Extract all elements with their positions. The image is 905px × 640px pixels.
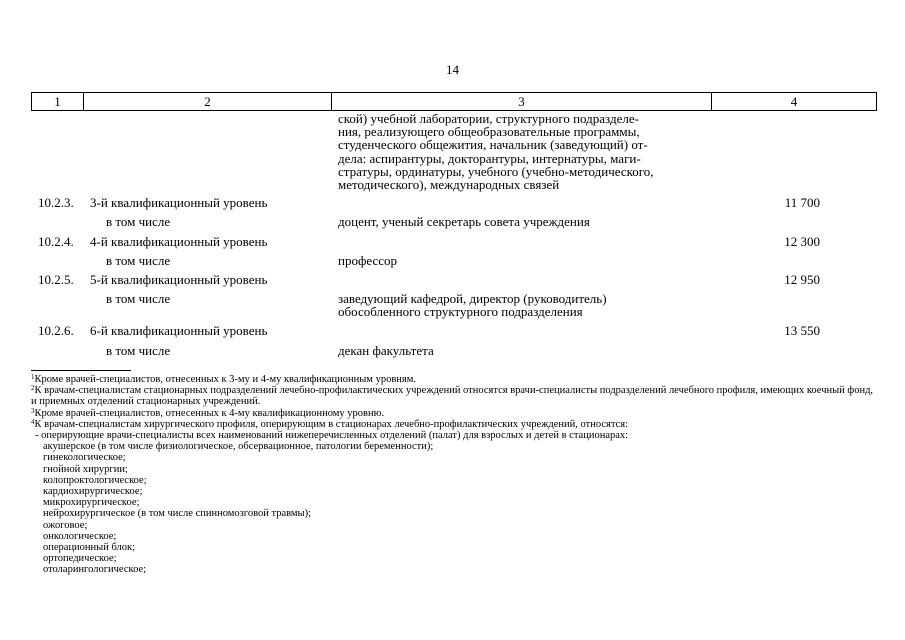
header-col-4: 4 [712, 93, 877, 111]
header-col-2: 2 [84, 93, 332, 111]
header-col-3: 3 [332, 93, 712, 111]
row-salary: 13 550 [784, 323, 820, 338]
footnote-4-list-item: нейрохирургическое (в том числе спинномозговой травмы); [43, 508, 311, 520]
row-code: 10.2.5. [38, 272, 74, 287]
footnote-number: 2 [31, 384, 35, 393]
row-salary: 11 700 [784, 195, 820, 210]
row-level-name: 3-й квалификационный уровень [90, 195, 268, 210]
footnote-text: К врачам-специалистам хирургического профиля, оперирующим в стационарах лечебно-профилактических учреждений, относятся: [34, 418, 628, 430]
row-sub-label: в том числе [106, 291, 171, 306]
footnotes [31, 374, 879, 576]
row-level-name: 6-й квалификационный уровень [90, 323, 268, 338]
continuation-text: ской) учебной лаборатории, структурного подразделе- ния, реализующего общеобразовательные программы, студенческого общежития, начальник (заведующий) от- дела: аспирантуры, докторантуры, интернатуры, маги- стратуры, ординатуры, учебного (учебно-методического, методического), международных связей [338, 111, 654, 193]
row-salary: 12 300 [784, 234, 820, 249]
footnote-4-list-item: ортопедическое; [43, 553, 117, 565]
table-header [31, 92, 877, 111]
footnote-4-list-item: микрохирургическое; [43, 497, 140, 509]
row-sub-label: в том числе [106, 343, 171, 358]
row-level-name: 5-й квалификационный уровень [90, 272, 268, 287]
row-positions: заведующий кафедрой, директор (руководитель) обособленного структурного подразделения [338, 291, 607, 319]
footnote-4-list-item: онкологическое; [43, 530, 117, 542]
footnote-text: Кроме врачей-специалистов, отнесенных к 4-му квалификационному уровню. [34, 407, 385, 419]
footnote-1 [31, 374, 879, 385]
row-code: 10.2.6. [38, 323, 74, 338]
footnote-number: 4 [31, 417, 35, 426]
footnote-number: 3 [31, 406, 35, 415]
row-code: 10.2.3. [38, 195, 74, 210]
row-positions: доцент, ученый секретарь совета учреждения [338, 214, 590, 229]
footnote-4-list-item: отоларингологическое; [43, 564, 147, 576]
footnote-text: Кроме врачей-специалистов, отнесенных к 3-му и 4-му квалификационным уровням. [34, 374, 416, 385]
row-sub-label: в том числе [106, 214, 171, 229]
header-col-1: 1 [32, 93, 84, 111]
row-level-name: 4-й квалификационный уровень [90, 234, 268, 249]
footnote-4-dash-item: - оперирующие врачи-специалисты всех наименований нижеперечисленных отделений (палат) для взрослых и детей в стационарах: [35, 430, 629, 442]
row-positions: декан факультета [338, 343, 434, 358]
row-code: 10.2.4. [38, 234, 74, 249]
footnote-3 [31, 408, 879, 419]
footnote-2 [31, 385, 879, 407]
footnote-number: 1 [31, 373, 35, 381]
footnote-4-list-item: операционный блок; [43, 542, 136, 554]
footnote-text: К врачам-специалистам стационарных подразделений лечебно-профилактических учреждений относятся врачи-специалисты подразделений лечебного профиля, имеющих коечный фонд, и приемных отделений стационарных учреждений. [31, 385, 874, 408]
footnote-separator [31, 370, 131, 371]
footnote-4-list-item: колопроктологическое; [43, 474, 147, 486]
footnote-4-list-item: ожоговое; [43, 519, 88, 531]
footnote-4-list-item: кардиохирургическое; [43, 486, 143, 498]
footnote-4-list-item: гинекологическое; [43, 452, 126, 464]
page-number: 14 [446, 62, 459, 77]
footnote-4 [31, 419, 879, 430]
footnote-4-list-item: гнойной хирургии; [43, 463, 128, 475]
footnote-4-list-item: акушерское (в том числе физиологическое, обсервационное, патологии беременности); [43, 441, 434, 453]
row-positions: профессор [338, 253, 398, 268]
row-salary: 12 950 [784, 272, 820, 287]
row-sub-label: в том числе [106, 253, 171, 268]
